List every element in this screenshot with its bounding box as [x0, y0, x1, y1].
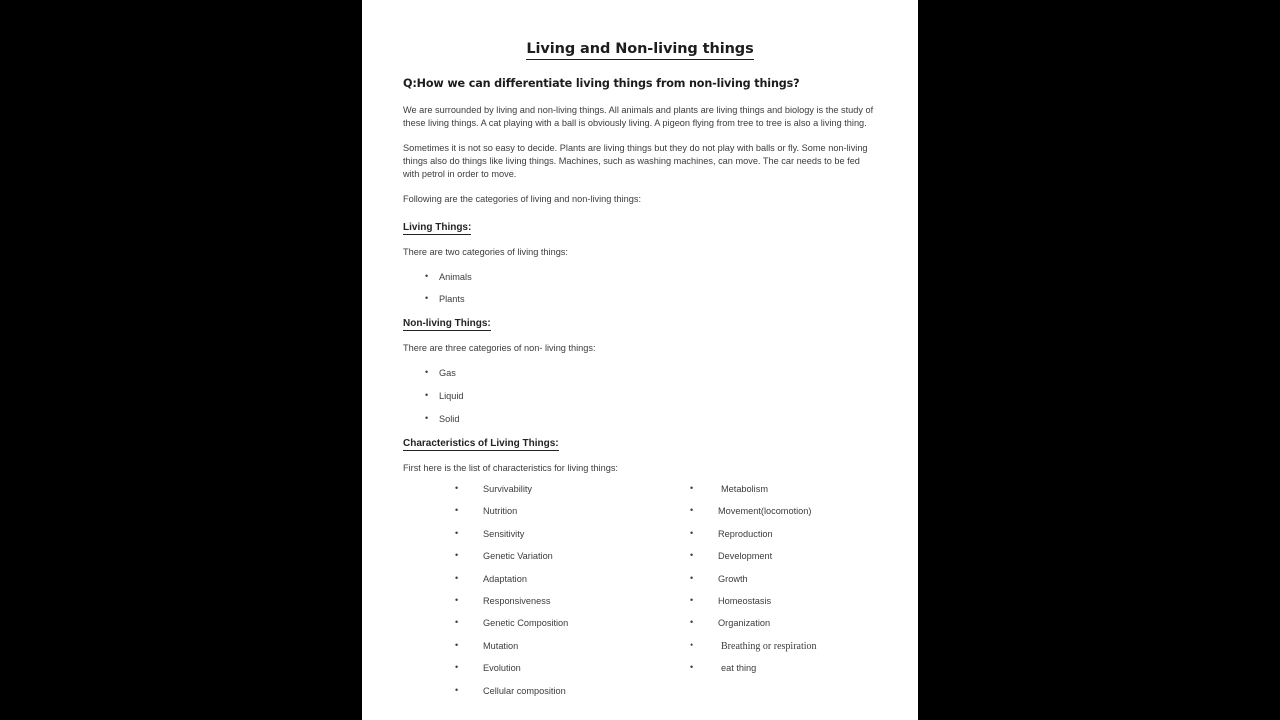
list-item: • eat thing	[690, 664, 880, 676]
categories-lead-text: Following are the categories of living and non-living things:	[403, 194, 641, 205]
characteristics-lead: First here is the list of characteristics for living things:	[403, 463, 618, 474]
document-page	[362, 0, 918, 720]
list-item: • Adaptation	[455, 575, 665, 587]
non-living-things-lead: There are three categories of non- living things:	[403, 343, 596, 354]
living-things-heading-text: Living Things:	[403, 221, 472, 233]
list-item: • Mutation	[455, 642, 665, 654]
characteristics-heading-text: Characteristics of Living Things:	[403, 438, 559, 450]
list-item: • Solid	[403, 415, 877, 424]
list-item: • Development	[690, 552, 880, 564]
characteristics-right-column	[690, 485, 880, 687]
list-item: • Organization	[690, 619, 880, 631]
characteristics-heading	[403, 424, 877, 450]
intro-paragraph: We are surrounded by living and non-living things. All animals and plants are living things and biology is the study of these living things. A cat playing with a ball is obviously living. A pigeon flying from tree to tree is also a living thing.	[403, 104, 874, 129]
characteristics-right-list	[690, 485, 880, 676]
list-item: • Movement(locomotion)	[690, 507, 880, 519]
characteristics-columns	[403, 475, 877, 696]
question-heading: Q:How we can differentiate living things from non-living things?	[403, 76, 800, 90]
living-things-heading	[403, 207, 877, 234]
list-item: • Metabolism	[690, 485, 880, 497]
document-body	[403, 0, 877, 696]
list-item: • Growth	[690, 575, 880, 587]
list-item: • Cellular composition	[455, 687, 665, 699]
list-item: • Nutrition	[455, 507, 665, 519]
second-paragraph: Sometimes it is not so easy to decide. Plants are living things but they do not play with balls or fly. Some non-living things also do things like living things. Machines, such as washing machines, can move. The car needs to be fed with petrol in order to move.	[403, 143, 868, 180]
list-item: • Gas	[403, 369, 877, 378]
document-title-text: Living and Non-living things	[526, 41, 753, 60]
non-living-things-heading	[403, 304, 877, 330]
non-living-things-heading-text: Non-living Things:	[403, 318, 491, 330]
list-item: • Breathing or respiration	[690, 642, 880, 654]
list-item: • Survivability	[455, 485, 665, 497]
non-living-things-list	[403, 369, 877, 424]
list-item: • Genetic Variation	[455, 552, 665, 564]
list-item: • Animals	[403, 273, 877, 282]
list-item: • Reproduction	[690, 530, 880, 542]
list-item: • Responsiveness	[455, 597, 665, 609]
list-item: • Genetic Composition	[455, 619, 665, 631]
list-item: • Liquid	[403, 392, 877, 401]
living-things-lead: There are two categories of living things:	[403, 246, 568, 257]
document-title	[403, 0, 877, 57]
list-item: • Plants	[403, 295, 877, 304]
characteristics-left-list	[455, 485, 665, 699]
list-item: • Homeostasis	[690, 597, 880, 609]
characteristics-left-column	[455, 485, 665, 709]
list-item: • Evolution	[455, 664, 665, 676]
living-things-list	[403, 273, 877, 305]
list-item: • Sensitivity	[455, 530, 665, 542]
